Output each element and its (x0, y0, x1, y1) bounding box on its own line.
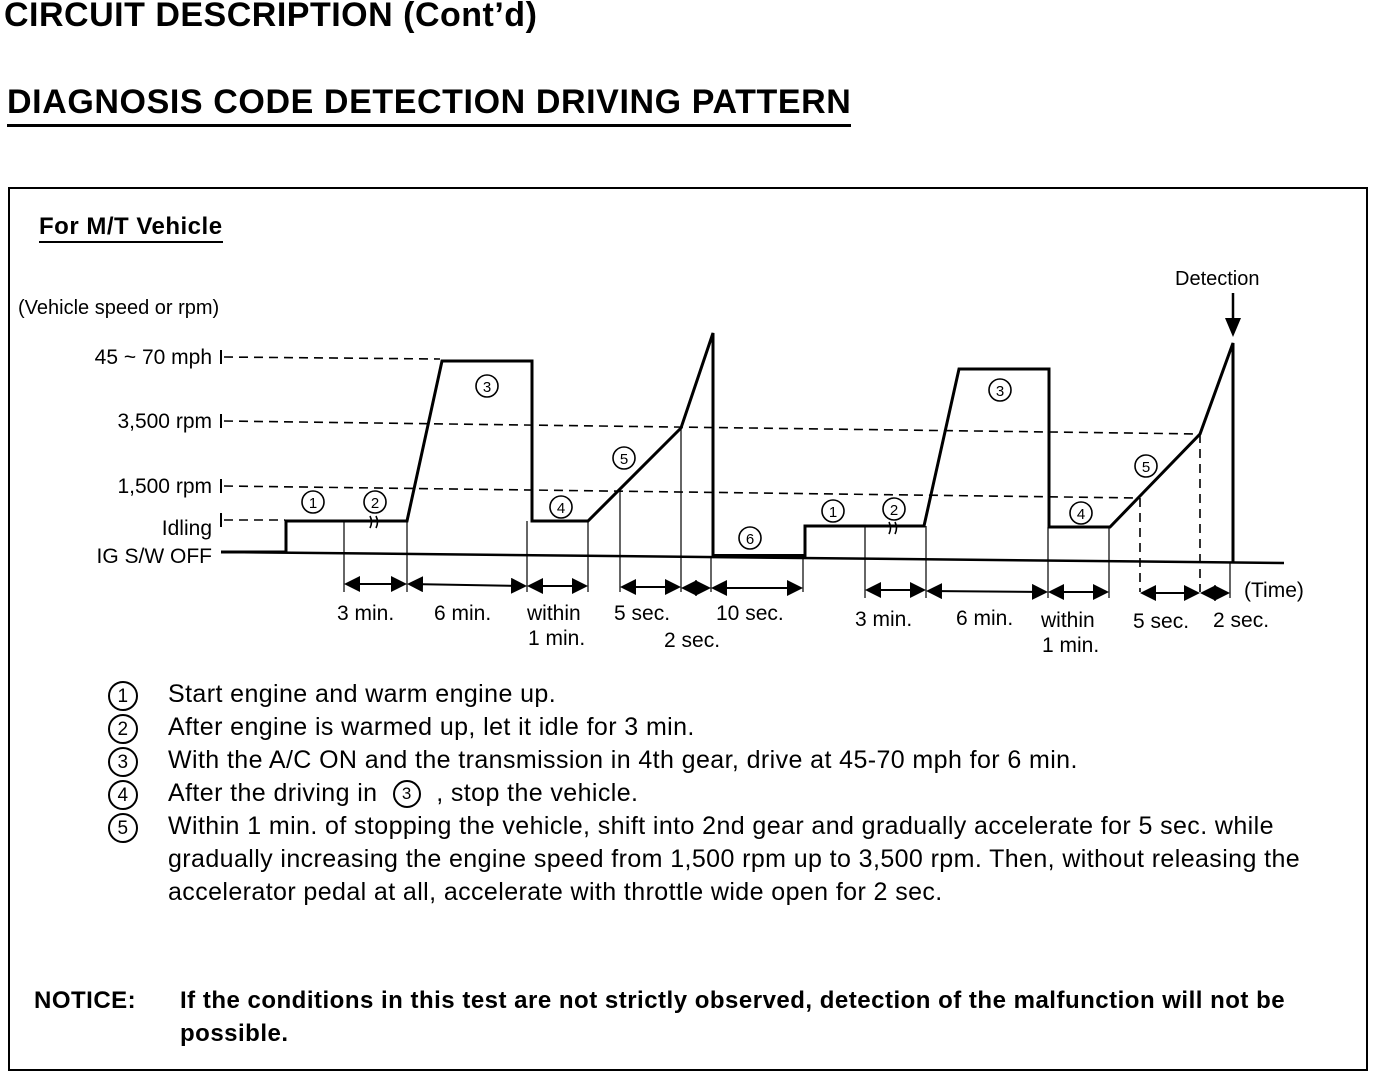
step-markers (302, 375, 1157, 549)
step-text: Within 1 min. of stopping the vehicle, shift into 2nd gear and gradually accelerate for 5 sec. while gradually increasing the engine speed from 1,500 rpm up to 3,500 rpm. Then, without releasing the accelerator pedal at all, accelerate with throttle wide open for 2 sec. (168, 812, 1301, 906)
section-title: DIAGNOSIS CODE DETECTION DRIVING PATTERN (7, 82, 851, 127)
svg-text:5: 5 (619, 451, 629, 468)
level-idling: Idling (161, 517, 212, 540)
step-text: Start engine and warm engine up. (168, 680, 557, 708)
dur-1min-1: 1 min. (528, 627, 586, 650)
dur-2sec-1: 2 sec. (664, 629, 721, 652)
dur-3min-2: 3 min. (855, 608, 913, 631)
dur-1min-2: 1 min. (1042, 634, 1100, 657)
svg-text:1: 1 (828, 504, 838, 521)
svg-text:3: 3 (995, 383, 1005, 400)
svg-text:1: 1 (308, 495, 318, 512)
step-marker-4b (1070, 502, 1092, 524)
dur-6min-2: 6 min. (956, 607, 1014, 630)
step-marker-5a (613, 447, 635, 469)
svg-text:4: 4 (556, 500, 566, 517)
step-list (108, 678, 1348, 909)
step-number-4: 4 (108, 780, 138, 810)
step-marker-1a (302, 491, 324, 513)
step-marker-3b (989, 379, 1011, 401)
speed-profile-cycle-1 (221, 333, 713, 556)
speed-profile-cycle-2 (805, 343, 1233, 562)
step-number-1: 1 (108, 681, 138, 711)
step-marker-2a (364, 491, 386, 513)
step-marker-2b (883, 498, 905, 520)
duration-labels-cycle-2 (855, 607, 1269, 657)
level-45-70-mph: 45 ~ 70 mph (94, 346, 212, 369)
dur-10sec: 10 sec. (716, 602, 784, 625)
svg-text:5: 5 (1141, 459, 1151, 476)
step-text-after: , stop the vehicle. (436, 779, 639, 807)
step-text (168, 777, 638, 810)
step-ref-3: 3 (393, 780, 421, 808)
notice (34, 984, 1354, 1050)
svg-text:2: 2 (889, 502, 899, 519)
svg-text:4: 4 (1076, 506, 1086, 523)
step-marker-1b (822, 500, 844, 522)
dur-5sec-2: 5 sec. (1133, 610, 1190, 633)
step-item (108, 777, 1348, 810)
timing-lines (344, 428, 1230, 598)
step-number-5: 5 (108, 813, 138, 843)
y-axis-label: (Vehicle speed or rpm) (18, 297, 220, 319)
step-marker-5b (1135, 455, 1157, 477)
level-ig-sw-off: IG S/W OFF (96, 545, 212, 568)
step-text: With the A/C ON and the transmission in 4th gear, drive at 45-70 mph for 6 min. (168, 746, 1078, 774)
step-number-2: 2 (108, 714, 138, 744)
step-text-before: After the driving in (168, 779, 378, 807)
duration-arrows (346, 584, 1228, 593)
ref-line-speed (224, 357, 440, 359)
step-item (108, 711, 1348, 744)
dur-5sec-1: 5 sec. (614, 602, 671, 625)
svg-text:3: 3 (482, 379, 492, 396)
step-marker-6 (739, 527, 761, 549)
detection-label: Detection (1175, 268, 1260, 290)
panel-title: For M/T Vehicle (39, 213, 223, 243)
step-item (108, 810, 1348, 909)
step-marker-4a (550, 496, 572, 518)
dur-6min-1: 6 min. (434, 602, 492, 625)
level-3500-rpm: 3,500 rpm (117, 410, 212, 433)
svg-text:6: 6 (745, 531, 755, 548)
ref-line-1500 (224, 486, 1140, 498)
duration-labels-cycle-1 (337, 602, 784, 652)
detection-arrow-icon (1225, 318, 1241, 337)
step-text: After engine is warmed up, let it idle for 3 min. (168, 713, 695, 741)
x-axis-label: (Time) (1244, 579, 1304, 602)
step-item (108, 678, 1348, 711)
step-marker-3a (476, 375, 498, 397)
dur-3min-1: 3 min. (337, 602, 395, 625)
page-title: CIRCUIT DESCRIPTION (Cont’d) (4, 0, 538, 34)
level-1500-rpm: 1,500 rpm (117, 475, 212, 498)
svg-text:2: 2 (370, 495, 380, 512)
step-item (108, 744, 1348, 777)
step-number-3: 3 (108, 747, 138, 777)
dur-within-1: within (527, 602, 581, 625)
notice-label: NOTICE: (34, 987, 137, 1014)
notice-text: If the conditions in this test are not strictly observed, detection of the malfunction will not be possible. (180, 987, 1286, 1047)
dur-within-2: within (1041, 609, 1095, 632)
dur-2sec-2: 2 sec. (1213, 609, 1270, 632)
